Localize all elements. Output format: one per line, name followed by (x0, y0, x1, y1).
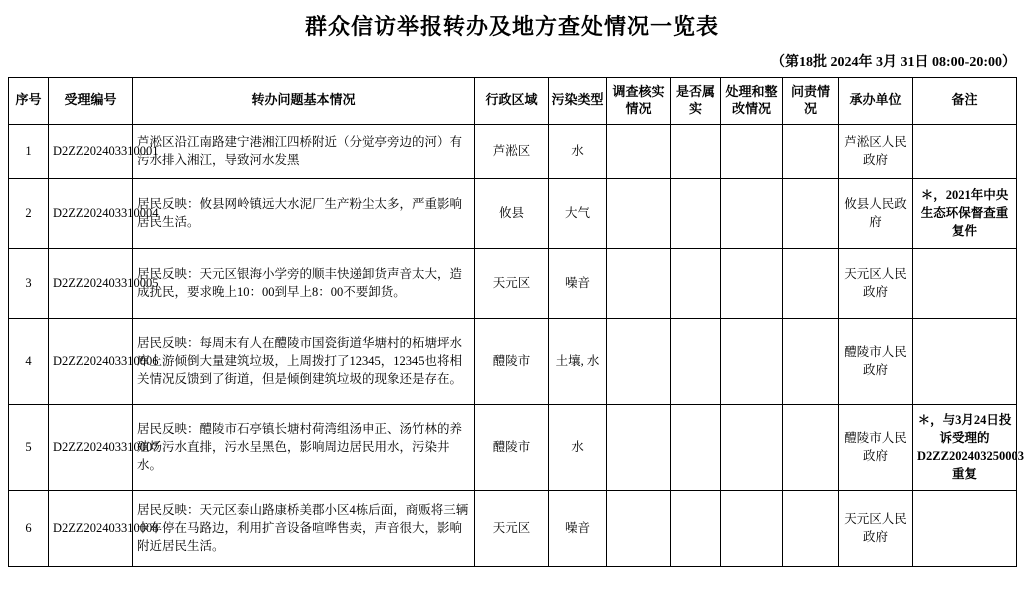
cell-accountability (783, 404, 839, 490)
column-header-accountability: 问责情况 (783, 78, 839, 125)
cell-handling (721, 404, 783, 490)
column-header-index: 序号 (9, 78, 49, 125)
cell-code: D2ZZ202403310001 (49, 124, 133, 178)
cell-investigation (607, 404, 671, 490)
cell-accountability (783, 490, 839, 566)
cell-handling (721, 490, 783, 566)
cell-accountability (783, 318, 839, 404)
cell-verified (671, 248, 721, 318)
cell-type: 水 (549, 124, 607, 178)
cell-region: 攸县 (475, 178, 549, 248)
table-row (9, 248, 1017, 318)
cell-investigation (607, 318, 671, 404)
cell-code: D2ZZ202403310006 (49, 318, 133, 404)
column-header-desc: 转办问题基本情况 (133, 78, 475, 125)
cell-index: 6 (9, 490, 49, 566)
cell-code: D2ZZ202403310004 (49, 178, 133, 248)
table-row (9, 178, 1017, 248)
cell-region: 醴陵市 (475, 404, 549, 490)
cell-desc: 居民反映：天元区泰山路康桥美郡小区4栋后面，商贩将三辆卡车停在马路边，利用扩音设备喧哗售卖，声音很大，影响附近居民生活。 (133, 490, 475, 566)
cell-unit: 醴陵市人民政府 (839, 318, 913, 404)
cell-index: 2 (9, 178, 49, 248)
cell-index: 4 (9, 318, 49, 404)
cell-handling (721, 318, 783, 404)
cell-index: 5 (9, 404, 49, 490)
cell-verified (671, 404, 721, 490)
complaints-table (8, 77, 1024, 567)
cell-verified (671, 318, 721, 404)
cell-unit: 芦淞区人民政府 (839, 124, 913, 178)
cell-accountability (783, 124, 839, 178)
cell-unit: 攸县人民政府 (839, 178, 913, 248)
cell-index: 1 (9, 124, 49, 178)
cell-code: D2ZZ202403310007 (49, 404, 133, 490)
cell-handling (721, 124, 783, 178)
table-row (9, 318, 1017, 404)
page-title: 群众信访举报转办及地方查处情况一览表 (304, 14, 719, 39)
column-header-verified: 是否属实 (671, 78, 721, 125)
column-header-region: 行政区域 (475, 78, 549, 125)
column-header-investigation: 调查核实情况 (607, 78, 671, 125)
cell-type: 噪音 (549, 248, 607, 318)
column-header-handling: 处理和整改情况 (721, 78, 783, 125)
cell-accountability (783, 248, 839, 318)
cell-code: D2ZZ202403310005 (49, 248, 133, 318)
cell-unit: 醴陵市人民政府 (839, 404, 913, 490)
cell-unit: 天元区人民政府 (839, 490, 913, 566)
cell-investigation (607, 490, 671, 566)
cell-handling (721, 178, 783, 248)
cell-accountability (783, 178, 839, 248)
cell-region: 天元区 (475, 248, 549, 318)
cell-remark (913, 318, 1017, 404)
cell-remark: ＊，2021年中央生态环保督查重复件 (913, 178, 1017, 248)
cell-verified (671, 124, 721, 178)
cell-remark (913, 124, 1017, 178)
column-header-type: 污染类型 (549, 78, 607, 125)
cell-type: 噪音 (549, 490, 607, 566)
cell-investigation (607, 248, 671, 318)
column-header-remark: 备注 (913, 78, 1017, 125)
table-header-row (9, 78, 1017, 125)
cell-desc: 居民反映：醴陵市石亭镇长塘村荷湾组汤申正、汤竹林的养殖场污水直排，污水呈黑色，影响周边居民用水，污染井水。 (133, 404, 475, 490)
cell-region: 芦淞区 (475, 124, 549, 178)
batch-date-line: （第18批 2024年 3月 31日 08:00-20:00） (771, 55, 1016, 70)
column-header-code: 受理编号 (49, 78, 133, 125)
cell-verified (671, 490, 721, 566)
cell-desc: 居民反映：天元区银海小学旁的顺丰快递卸货声音太大，造成扰民，要求晚上10：00到早上8：00不要卸货。 (133, 248, 475, 318)
column-header-unit: 承办单位 (839, 78, 913, 125)
cell-remark (913, 248, 1017, 318)
cell-region: 天元区 (475, 490, 549, 566)
cell-index: 3 (9, 248, 49, 318)
cell-desc: 芦淞区沿江南路建宁港湘江四桥附近（分觉亭旁边的河）有污水排入湘江，导致河水发黑 (133, 124, 475, 178)
cell-unit: 天元区人民政府 (839, 248, 913, 318)
table-row (9, 490, 1017, 566)
cell-investigation (607, 124, 671, 178)
table-row (9, 124, 1017, 178)
cell-region: 醴陵市 (475, 318, 549, 404)
cell-investigation (607, 178, 671, 248)
cell-handling (721, 248, 783, 318)
cell-remark: ＊，与3月24日投诉受理的D2ZZ202403250003重复 (913, 404, 1017, 490)
cell-type: 土壤, 水 (549, 318, 607, 404)
cell-code: D2ZZ202403310008 (49, 490, 133, 566)
table-row (9, 404, 1017, 490)
cell-type: 大气 (549, 178, 607, 248)
cell-type: 水 (549, 404, 607, 490)
cell-remark (913, 490, 1017, 566)
cell-verified (671, 178, 721, 248)
cell-desc: 居民反映：攸县网岭镇远大水泥厂生产粉尘太多，严重影响居民生活。 (133, 178, 475, 248)
cell-desc: 居民反映：每周末有人在醴陵市国瓷街道华塘村的柘塘坪水库上游倾倒大量建筑垃圾，上周拨打了12345，12345也将相关情况反馈到了街道，但是倾倒建筑垃圾的现象还是存在。 (133, 318, 475, 404)
